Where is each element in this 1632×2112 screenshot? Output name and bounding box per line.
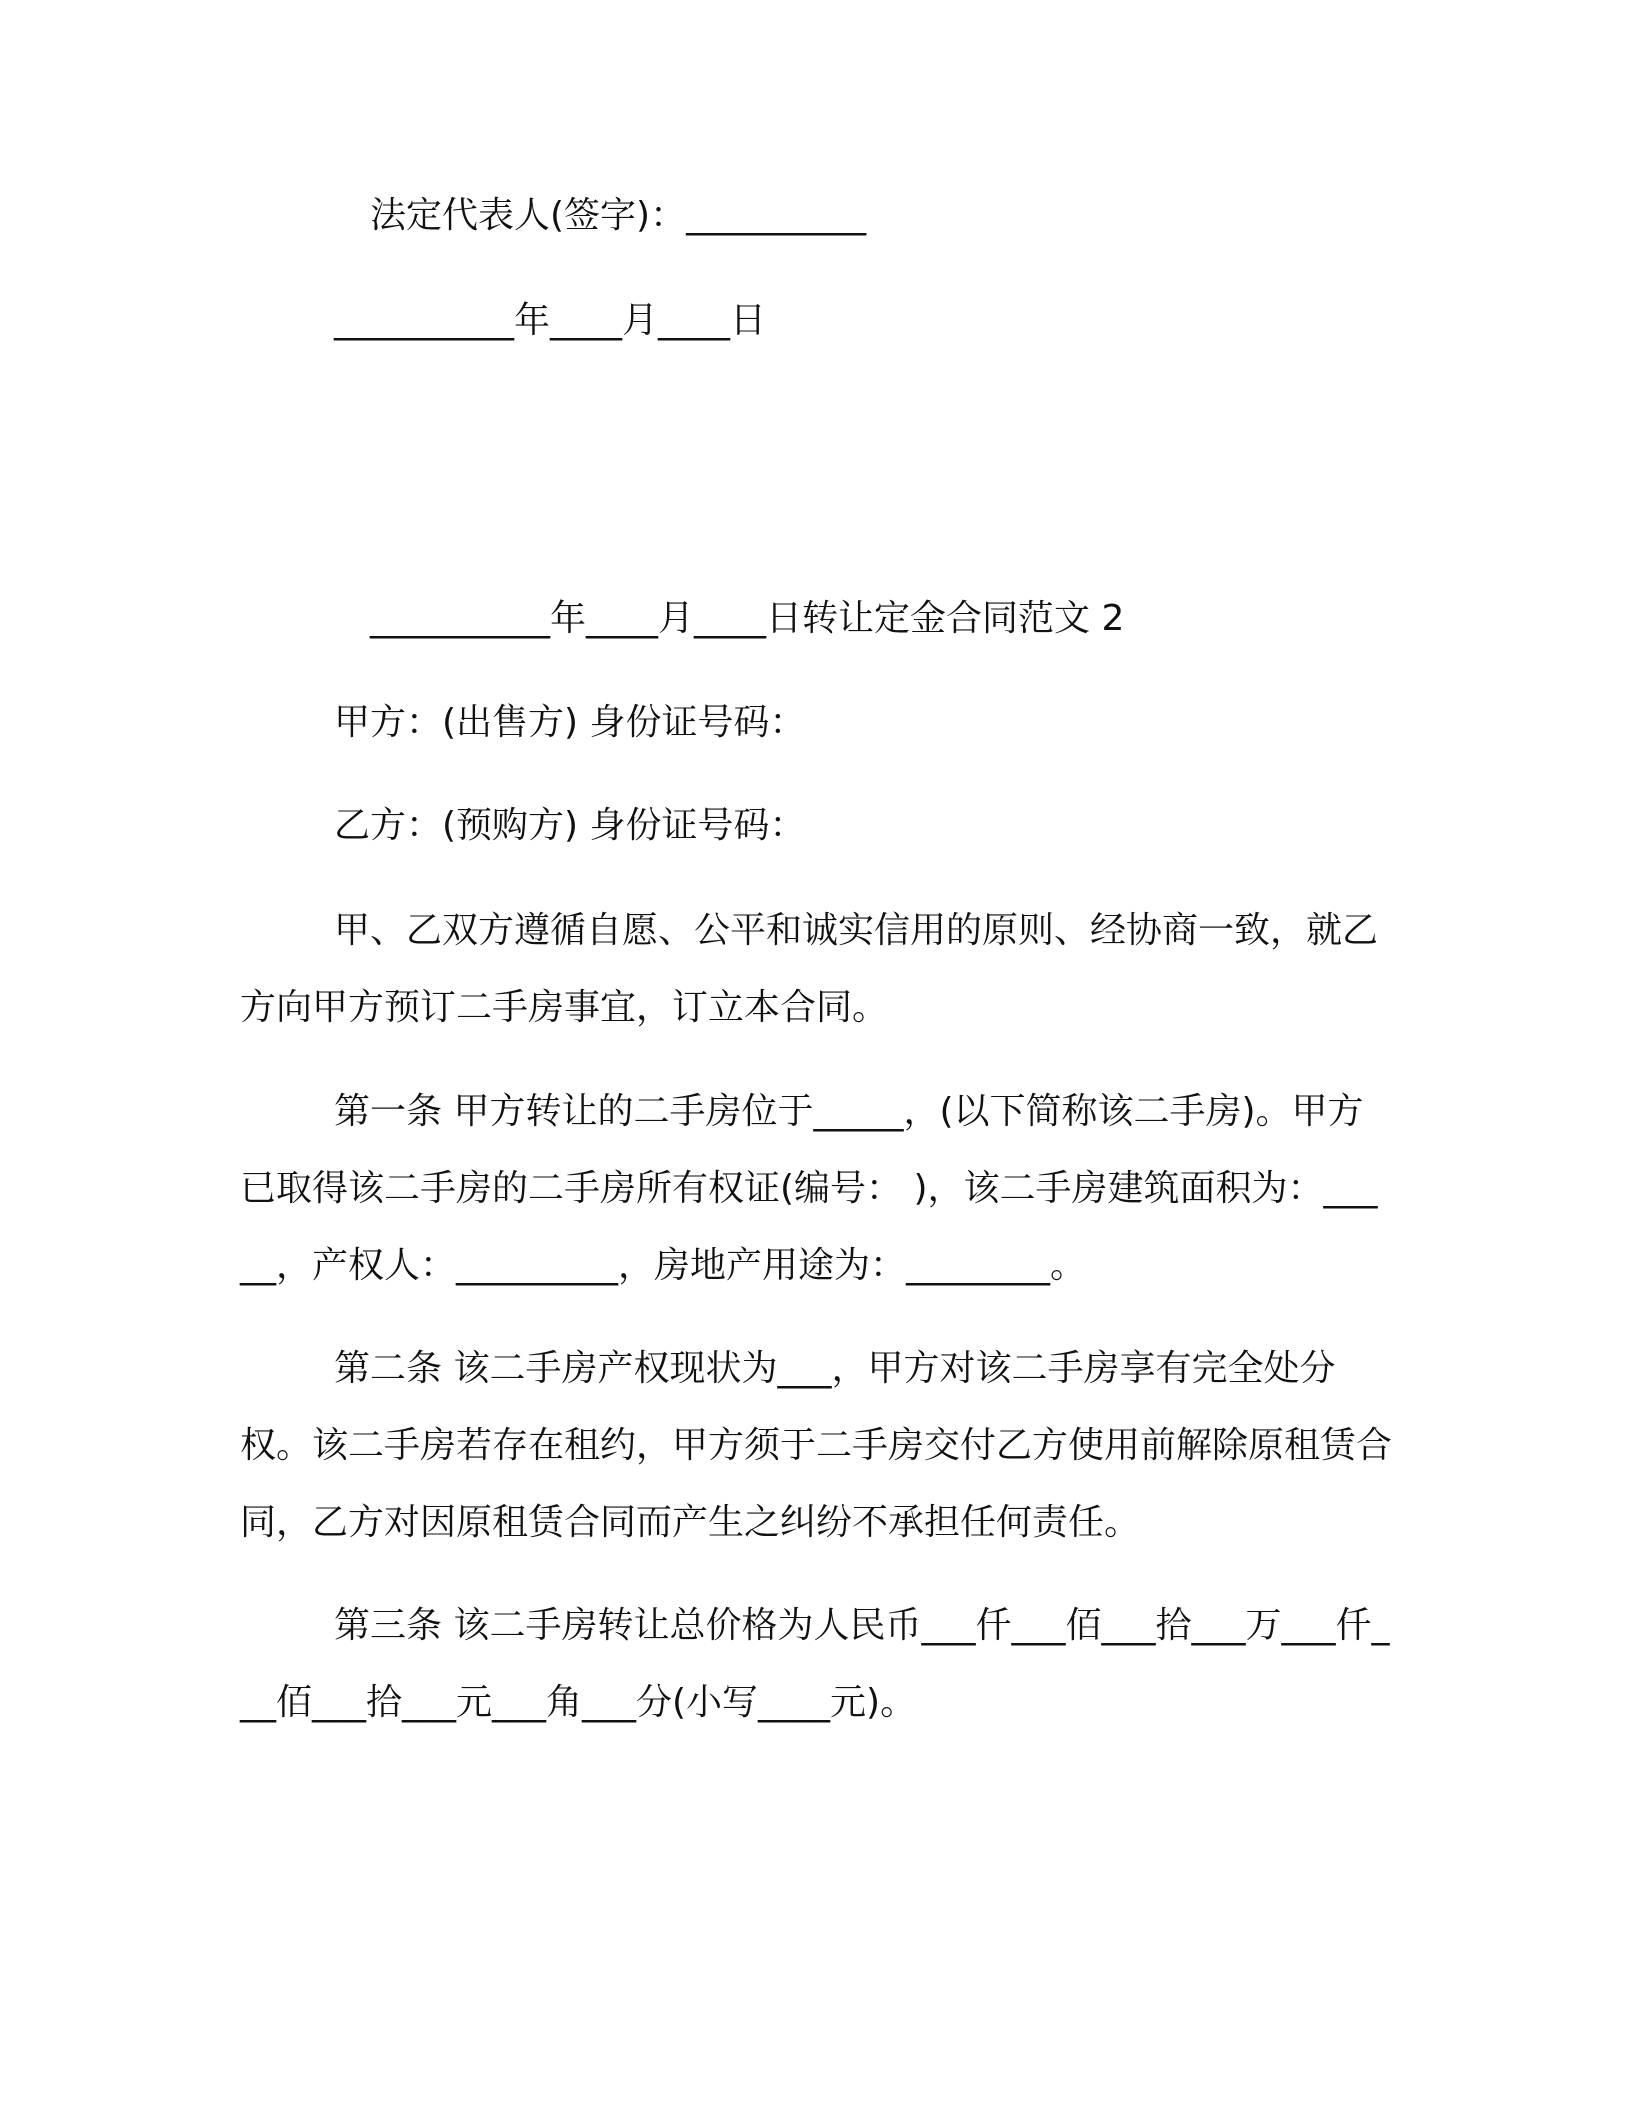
contract-title: __________年____月____日转让定金合同范文 2: [370, 598, 1125, 639]
party-a-line: 甲方：(出售方) 身份证号码：: [334, 702, 806, 743]
party-b-line: 乙方：(预购方) 身份证号码：: [334, 805, 806, 846]
intro-paragraph: 甲、乙双方遵循自愿、公平和诚实信用的原则、经协商一致，就乙方向甲方预订二手房事宜，订立本合同。: [240, 910, 1379, 1028]
legal-representative-signature-line: 法定代表人(签字)：__________: [370, 195, 867, 236]
signature-date-line: __________年____月____日: [334, 300, 766, 341]
article-1-paragraph: 第一条 甲方转让的二手房位于_____，(以下简称该二手房)。甲方已取得该二手房的二手房所有权证(编号： )，该二手房建筑面积为：_____，产权人：_________，房地产用途为：________。: [240, 1091, 1378, 1286]
article-2-paragraph: 第二条 该二手房产权现状为___，甲方对该二手房享有完全处分权。该二手房若存在租约，甲方须于二手房交付乙方使用前解除原租赁合同，乙方对因原租赁合同而产生之纠纷不承担任何责任。: [240, 1348, 1393, 1543]
article-3-paragraph: 第三条 该二手房转让总价格为人民币___仟___佰___拾___万___仟___佰___拾___元___角___分(小写____元)。: [240, 1605, 1390, 1723]
